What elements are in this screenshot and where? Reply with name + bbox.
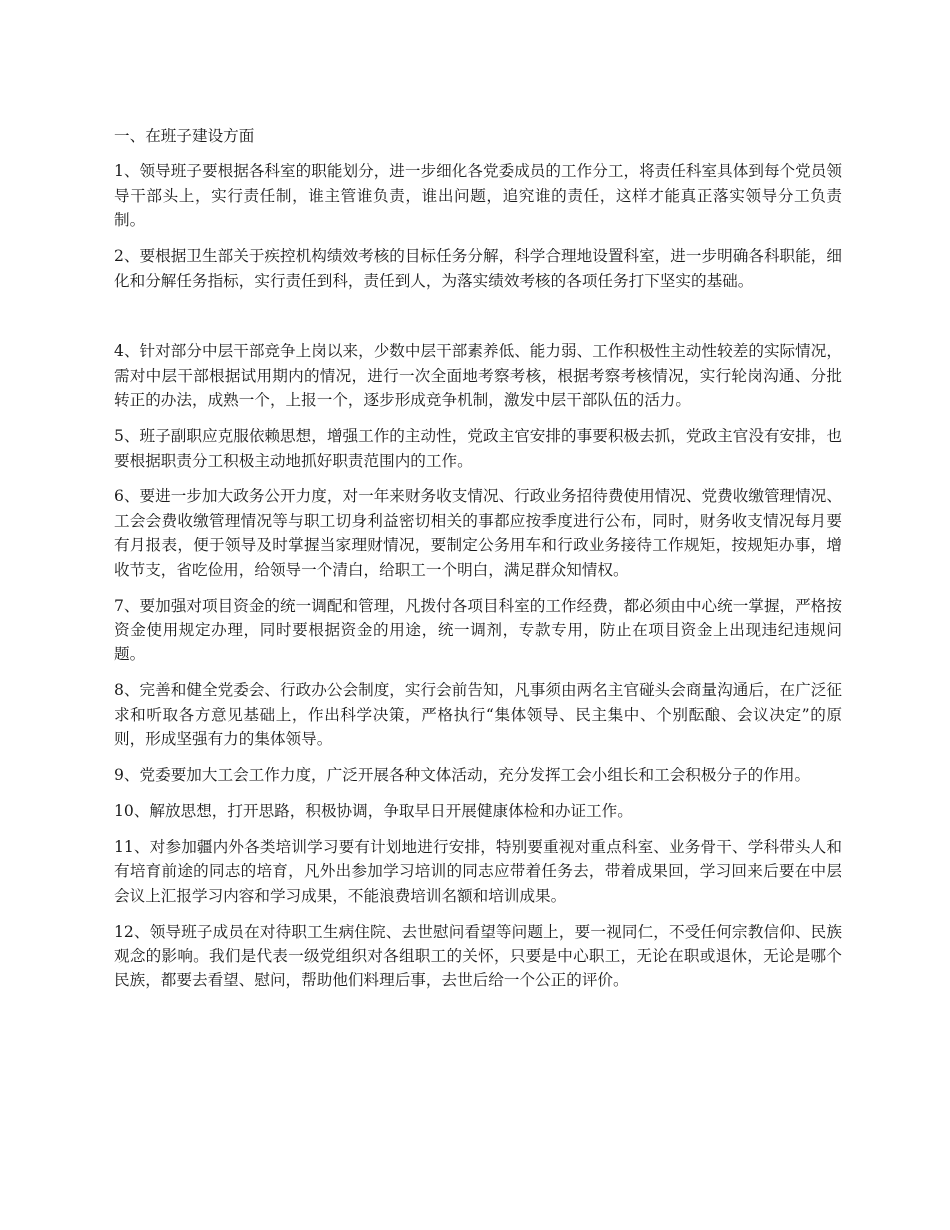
paragraph-7: 7、要加强对项目资金的统一调配和管理，凡拨付各项目科室的工作经费，都必须由中心统一掌握，严格按资金使用规定办理，同时要根据资金的用途，统一调剂，专款专用，防止在项目资金上出现违纪违规问题。 xyxy=(114,596,842,664)
paragraph-1: 1、领导班子要根据各科室的职能划分，进一步细化各党委成员的工作分工，将责任科室具体到每个党员领导干部头上，实行责任制，谁主管谁负责，谁出问题，追究谁的责任，这样才能真正落实领导分工负责制。 xyxy=(114,162,842,230)
paragraph-12: 12、领导班子成员在对待职工生病住院、去世慰问看望等问题上，要一视同仁，不受任何宗教信仰、民族观念的影响。我们是代表一级党组织对各组职工的关怀，只要是中心职工，无论在职或退休，无论是哪个民族，都要去看望、慰问，帮助他们料理后事，去世后给一个公正的评价。 xyxy=(114,922,842,990)
paragraph-11: 11、对参加疆内外各类培训学习要有计划地进行安排，特别要重视对重点科室、业务骨干、学科带头人和有培育前途的同志的培育，凡外出参加学习培训的同志应带着任务去，带着成果回，学习回来后要在中层会议上汇报学习内容和学习成果，不能浪费培训名额和培训成果。 xyxy=(114,837,842,905)
paragraph-8: 8、完善和健全党委会、行政办公会制度，实行会前告知，凡事须由两名主官碰头会商量沟通后，在广泛征求和听取各方意见基础上，作出科学决策，严格执行“集体领导、民主集中、个别酝酿、会议决定”的原则，形成坚强有力的集体领导。 xyxy=(114,681,842,749)
document-body xyxy=(114,124,842,1004)
blank-gap xyxy=(114,304,842,339)
section-heading: 一、在班子建设方面 xyxy=(114,127,255,145)
paragraph-5: 5、班子副职应克服依赖思想，增强工作的主动性，党政主官安排的事要积极去抓，党政主官没有安排，也要根据职责分工积极主动地抓好职责范围内的工作。 xyxy=(114,427,842,470)
paragraph-6: 6、要进一步加大政务公开力度，对一年来财务收支情况、行政业务招待费使用情况、党费收缴管理情况、工会会费收缴管理情况等与职工切身利益密切相关的事都应按季度进行公布，同时，财务收支情况每月要有月报表，便于领导及时掌握当家理财情况，要制定公务用车和行政业务接待工作规矩，按规矩办事，增收节支，省吃俭用，给领导一个清白，给职工一个明白，满足群众知情权。 xyxy=(114,487,842,579)
paragraph-4: 4、针对部分中层干部竞争上岗以来，少数中层干部素养低、能力弱、工作积极性主动性较差的实际情况，需对中层干部根据试用期内的情况，进行一次全面地考察考核，根据考察考核情况，实行轮岗沟通、分批转正的办法，成熟一个，上报一个，逐步形成竞争机制，激发中层干部队伍的活力。 xyxy=(114,342,842,410)
paragraph-2: 2、要根据卫生部关于疾控机构绩效考核的目标任务分解，科学合理地设置科室，进一步明确各科职能，细化和分解任务指标，实行责任到科，责任到人，为落实绩效考核的各项任务打下坚实的基础。 xyxy=(114,247,842,290)
paragraph-10: 10、解放思想，打开思路，积极协调，争取早日开展健康体检和办证工作。 xyxy=(114,801,633,820)
paragraph-9: 9、党委要加大工会工作力度，广泛开展各种文体活动，充分发挥工会小组长和工会积极分子的作用。 xyxy=(114,766,811,785)
